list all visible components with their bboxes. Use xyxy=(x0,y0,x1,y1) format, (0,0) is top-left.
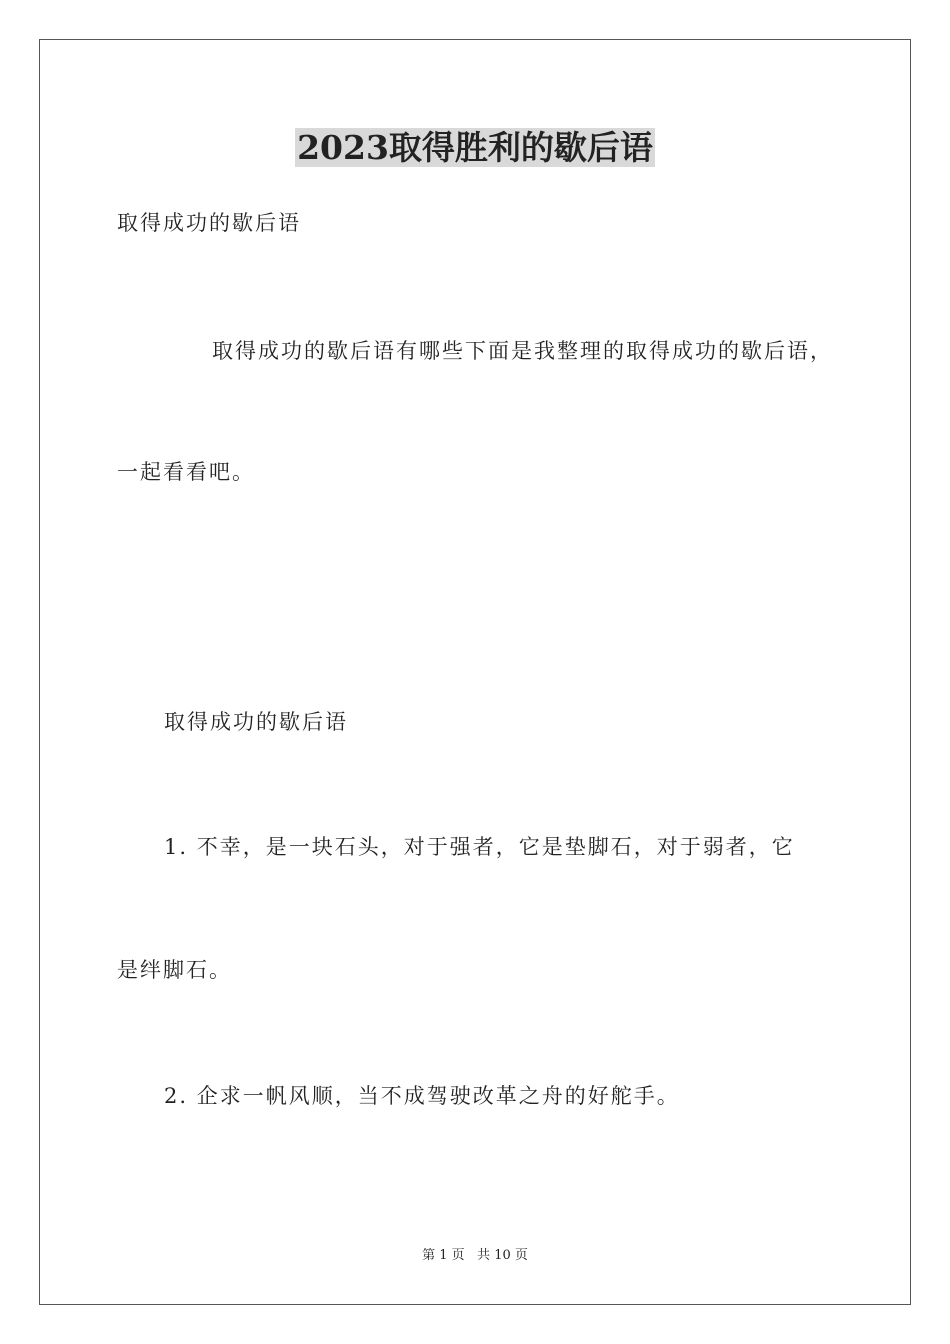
subtitle: 取得成功的歇后语 xyxy=(117,211,301,235)
page-footer: 第 1 页 共 10 页 xyxy=(422,1248,528,1263)
document-title-text: 2023取得胜利的歇后语 xyxy=(297,128,653,167)
section-heading: 取得成功的歇后语 xyxy=(164,710,348,734)
list-item-1-line-1: 1. 不幸，是一块石头，对于强者，它是垫脚石，对于弱者，它 xyxy=(164,835,795,859)
intro-line-1: 取得成功的歇后语有哪些下面是我整理的取得成功的歇后语， xyxy=(212,339,833,363)
document-title xyxy=(0,124,950,172)
list-item-2-line-1: 2. 企求一帆风顺，当不成驾驶改革之舟的好舵手。 xyxy=(164,1084,680,1108)
list-item-1-line-2: 是绊脚石。 xyxy=(117,958,232,982)
intro-line-2: 一起看看吧。 xyxy=(117,460,255,484)
